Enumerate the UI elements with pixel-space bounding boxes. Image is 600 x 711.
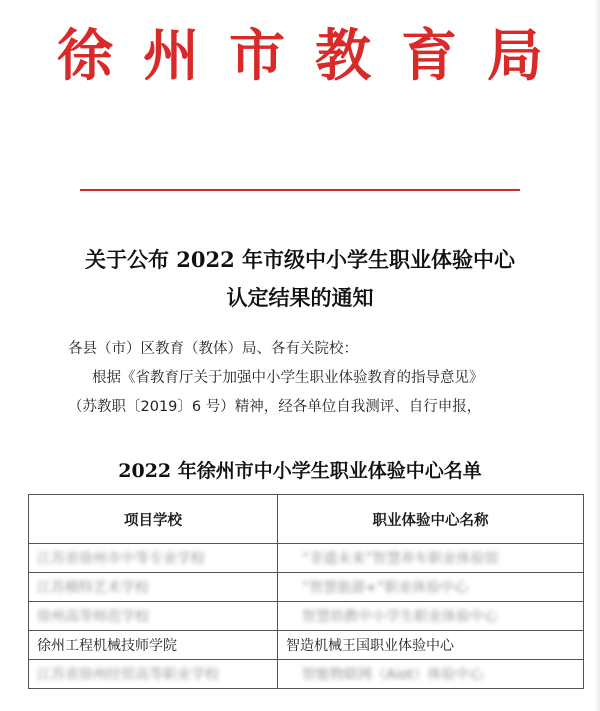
notice-title-line1: 关于公布 2022 年市级中小学生职业体验中心: [84, 247, 516, 272]
cell-center: 智慧幼教中小学生职业体验中心: [278, 602, 584, 631]
cell-school: 江苏省徐州市中等专业学校: [29, 544, 278, 573]
cell-school: 江苏省徐州经贸高等职业学校: [29, 660, 278, 689]
body-paragraph-line1: 根据《省教育厅关于加强中小学生职业体验教育的指导意见》: [92, 370, 484, 386]
table-row: [29, 631, 584, 660]
list-title: 2022 年徐州市中小学生职业体验中心名单: [118, 460, 482, 482]
masthead-title: 徐州市教育局: [57, 23, 573, 89]
page-edge-shadow: [594, 0, 600, 711]
cell-school: 徐州高等师范学校: [29, 602, 278, 631]
column-header-school: 项目学校: [29, 495, 278, 544]
column-header-center: 职业体验中心名称: [278, 495, 584, 544]
cell-center: 智造机械王国职业体验中心: [278, 631, 584, 660]
body-paragraph-line2: （苏教职〔2019〕6 号）精神，经各单位自我测评、自行申报，: [68, 399, 482, 415]
cell-center: “非遗未来”智慧养车职业体验馆: [278, 544, 584, 573]
addressee: 各县（市）区教育（教体）局、各有关院校：: [68, 341, 358, 357]
cell-center: “智慧旅游+”职业体验中心: [278, 573, 584, 602]
cell-school: 徐州工程机械技师学院: [29, 631, 278, 660]
table-header-row: [29, 495, 584, 544]
table-row: [29, 544, 584, 573]
notice-title-line2: 认定结果的通知: [226, 285, 374, 310]
table-row: [29, 660, 584, 689]
center-list-table: [28, 494, 584, 689]
table-row: [29, 602, 584, 631]
table-row: [29, 573, 584, 602]
cell-center: 智能物联网（Aiot）体验中心: [278, 660, 584, 689]
cell-school: 江苏模特艺术学校: [29, 573, 278, 602]
red-divider-line: [80, 189, 520, 191]
